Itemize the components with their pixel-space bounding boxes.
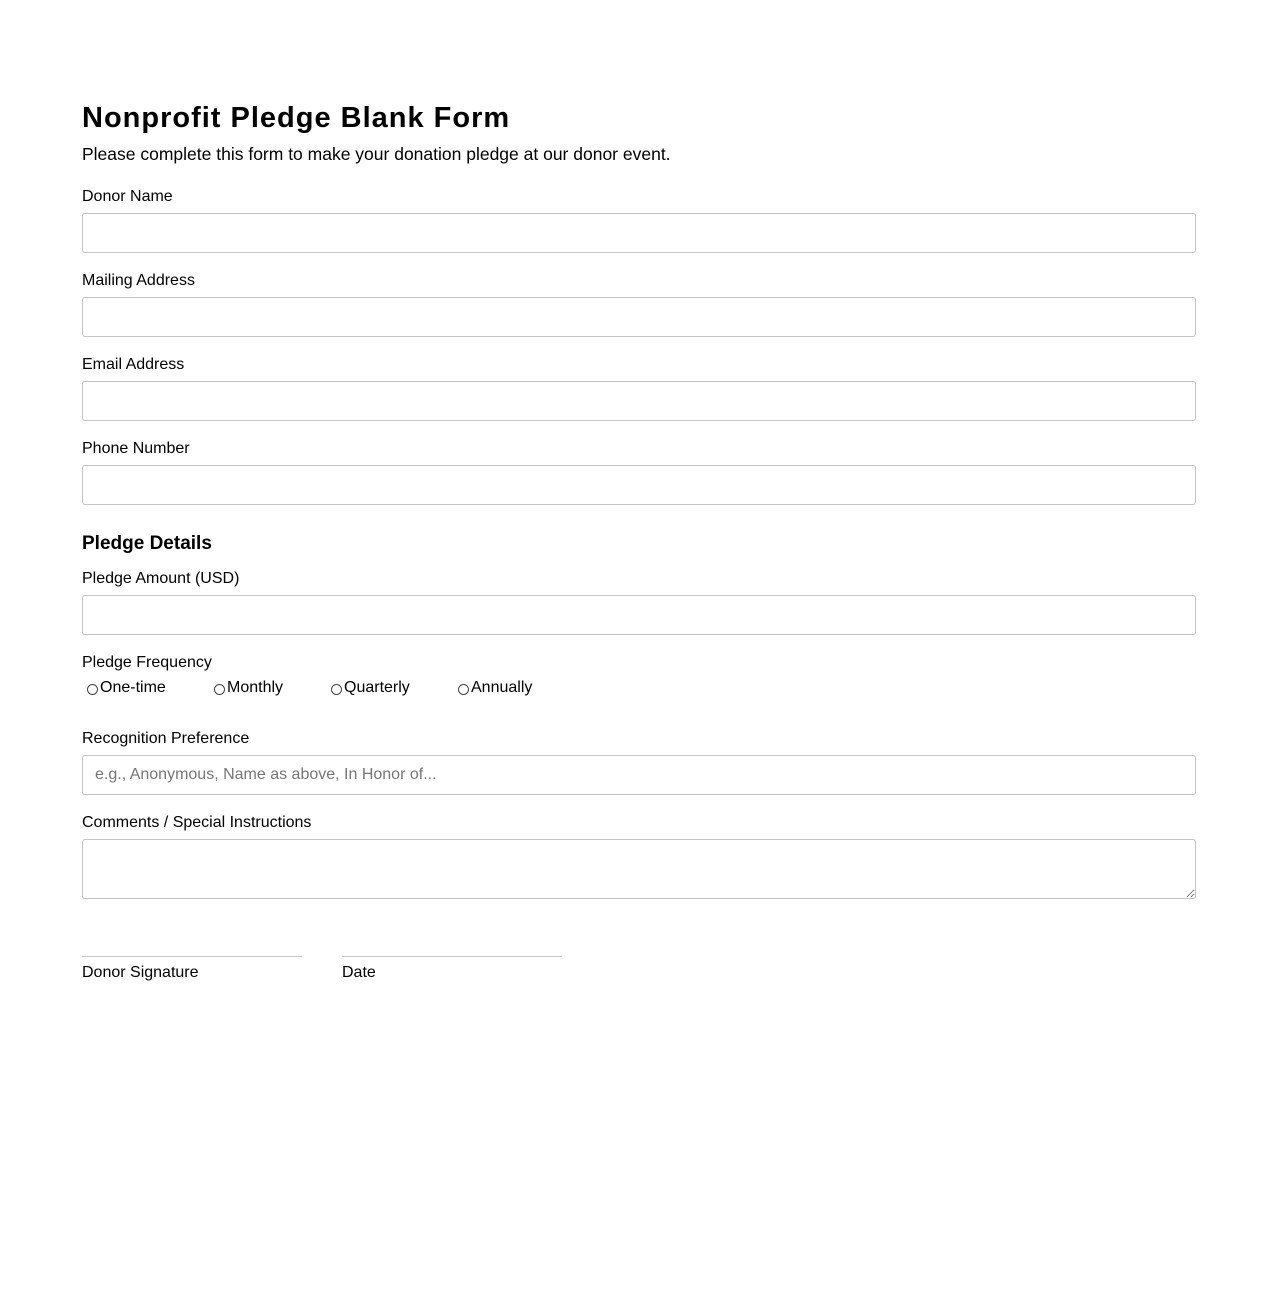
comments-textarea[interactable] — [82, 839, 1196, 899]
radio-button-icon[interactable] — [331, 684, 342, 695]
frequency-option-label: Monthly — [227, 679, 284, 696]
mailing-address-input[interactable] — [82, 297, 1196, 337]
frequency-option-monthly[interactable] — [209, 678, 283, 698]
date-line — [342, 956, 562, 957]
frequency-option-one-time[interactable] — [82, 678, 166, 698]
donor-name-input[interactable] — [82, 213, 1196, 253]
pledge-frequency-label: Pledge Frequency — [82, 654, 212, 671]
comments-label: Comments / Special Instructions — [82, 814, 312, 831]
frequency-option-label: One-time — [100, 679, 166, 696]
pledge-frequency-radio-group — [82, 678, 682, 698]
donor-signature-label: Donor Signature — [82, 964, 199, 981]
phone-number-label: Phone Number — [82, 440, 190, 457]
signature-line — [82, 956, 302, 957]
signature-block — [82, 956, 302, 982]
date-block — [342, 956, 562, 982]
pledge-amount-label: Pledge Amount (USD) — [82, 570, 240, 587]
mailing-address-label: Mailing Address — [82, 272, 195, 289]
form-title: Nonprofit Pledge Blank Form — [82, 102, 511, 134]
frequency-option-annually[interactable] — [453, 678, 532, 698]
recognition-preference-label: Recognition Preference — [82, 730, 250, 747]
phone-number-input[interactable] — [82, 465, 1196, 505]
pledge-details-heading: Pledge Details — [82, 533, 212, 554]
recognition-preference-input[interactable] — [82, 755, 1196, 795]
frequency-option-label: Quarterly — [344, 679, 410, 696]
frequency-option-label: Annually — [471, 679, 533, 696]
radio-button-icon[interactable] — [458, 684, 469, 695]
email-address-input[interactable] — [82, 381, 1196, 421]
date-label: Date — [342, 964, 376, 981]
frequency-option-quarterly[interactable] — [326, 678, 410, 698]
radio-button-icon[interactable] — [87, 684, 98, 695]
email-address-label: Email Address — [82, 356, 185, 373]
pledge-amount-input[interactable] — [82, 595, 1196, 635]
form-subtitle: Please complete this form to make your donation pledge at our donor event. — [82, 144, 671, 164]
donor-name-label: Donor Name — [82, 188, 173, 205]
radio-button-icon[interactable] — [214, 684, 225, 695]
